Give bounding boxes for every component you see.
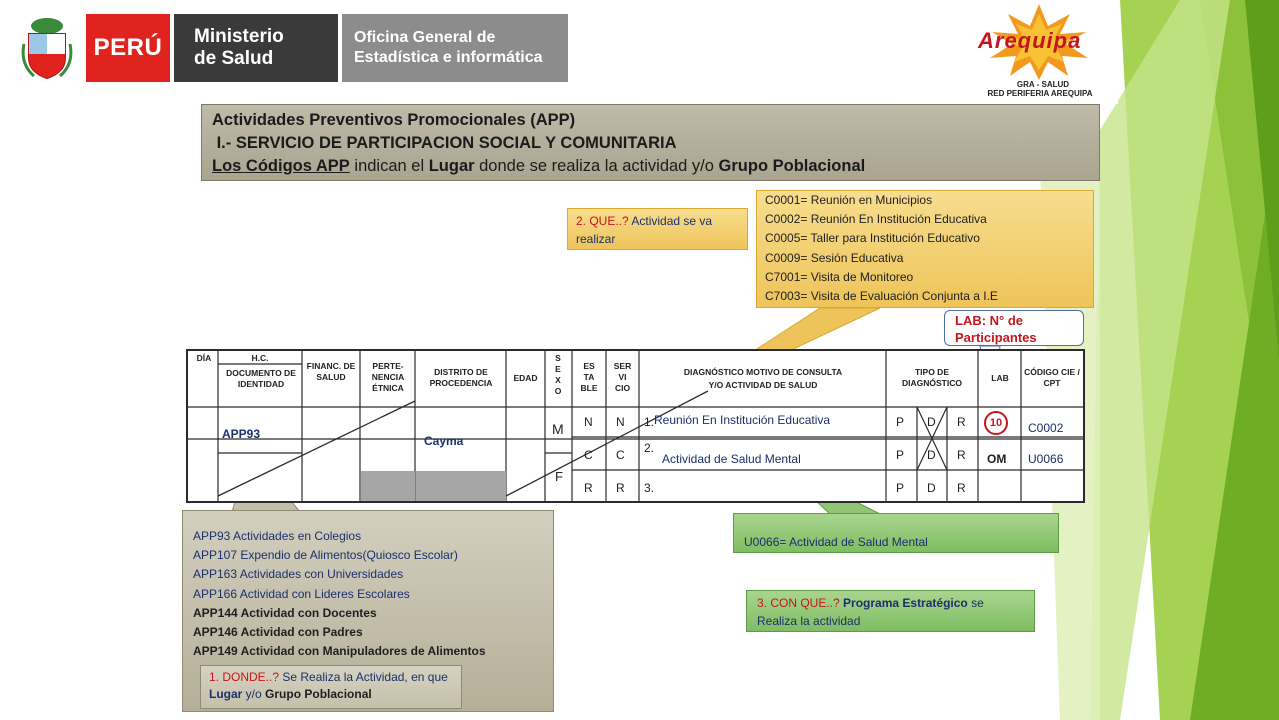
header-diagnostico-line2: Y/O ACTIVIDAD DE SALUD xyxy=(708,380,818,390)
activity-code-item: C0005= Taller para Institución Educativo xyxy=(765,231,980,246)
title-codes-app: Los Códigos APP xyxy=(212,157,350,175)
header-lab: LAB xyxy=(991,373,1009,383)
row3-serv: R xyxy=(616,481,625,495)
app-code-item: APP163 Actividades con Universidades xyxy=(193,567,404,582)
callout-conque-programa: Programa Estratégico xyxy=(843,596,968,610)
header-edad: EDAD xyxy=(513,373,538,383)
callout-u0066-text: U0066= Actividad de Salud Mental xyxy=(744,535,928,549)
callout-donde-label: 1. DONDE..? xyxy=(209,670,280,684)
header-codigo: CÓDIGO CIE / CPT xyxy=(1024,367,1080,388)
sexo-m: M xyxy=(552,421,564,437)
callout-conque-label: 3. CON QUE..? xyxy=(757,596,840,610)
row2-num: 2. xyxy=(644,441,655,455)
row3-d: D xyxy=(927,481,936,495)
row2-serv: C xyxy=(616,448,625,462)
peru-label: PERÚ xyxy=(93,34,163,61)
title-line2-text: I.- SERVICIO DE PARTICIPACION SOCIAL Y COMUNITARIA xyxy=(216,134,677,152)
row2-d: D xyxy=(927,448,936,462)
app-code-item: APP107 Expendio de Alimentos(Quiosco Escolar) xyxy=(193,548,458,563)
row2-activity: Actividad de Salud Mental xyxy=(662,452,801,466)
activity-code-item: C0001= Reunión en Municipios xyxy=(765,193,933,207)
row1-r: R xyxy=(957,415,966,429)
title-line1: Actividades Preventivos Promocionales (APP) xyxy=(212,111,576,129)
oficina-line1: Oficina General de xyxy=(354,29,496,46)
activity-code-item: C0009= Sesión Educativa xyxy=(765,250,904,265)
row1-num: 1. xyxy=(644,415,655,429)
gra-line1: GRA - SALUD xyxy=(1016,80,1070,89)
activity-code-item: C0002= Reunión En Institución Educativa xyxy=(765,212,987,227)
row2-lab: OM xyxy=(987,452,1007,466)
row1-p: P xyxy=(896,415,905,429)
header-distrito: DISTRITO DE PROCEDENCIA xyxy=(429,367,493,388)
row3-p: P xyxy=(896,481,905,495)
callout-donde-grupo: Grupo Poblacional xyxy=(265,687,372,701)
title-grupo: Grupo Poblacional xyxy=(718,157,866,175)
distrito-value: Cayma xyxy=(424,434,464,448)
activity-code-item: C7003= Visita de Evaluación Conjunta a I.E xyxy=(765,289,998,304)
header-establ: ES TA BLE xyxy=(580,361,598,393)
title-text-b: donde se realiza la actividad y/o xyxy=(474,157,719,175)
header-hc: H.C. xyxy=(251,353,269,363)
callout-donde-text3: y/o xyxy=(242,687,266,701)
callout-activity-codes xyxy=(756,190,1094,308)
row3-estab: R xyxy=(584,481,593,495)
callout-lab-line2: Participantes xyxy=(955,330,1037,345)
callout-lab xyxy=(944,310,1084,346)
row1-activity: Reunión En Institución Educativa xyxy=(654,413,831,427)
row1-serv: N xyxy=(616,415,625,429)
title-text-a: indican el xyxy=(349,157,429,175)
header-servicio: SER VI CIO xyxy=(613,361,632,393)
app-code-item-bold: APP144 Actividad con Docentes xyxy=(193,605,377,620)
app-code-item: APP93 Actividades en Colegios xyxy=(193,529,362,543)
gra-line2: RED PERIFERIA AREQUIPA xyxy=(987,89,1093,98)
ministerio-line1: Ministerio xyxy=(194,26,284,47)
header-sexo: S E X O xyxy=(554,353,562,396)
row3-r: R xyxy=(957,481,966,495)
gra-logo-word: Arequipa xyxy=(978,28,1082,53)
header-diagnostico-line1: DIAGNÓSTICO MOTIVO DE CONSULTA xyxy=(683,367,843,377)
row1-lab: 10 xyxy=(984,411,1008,435)
row2-p: P xyxy=(896,448,905,462)
callout-con-que xyxy=(746,590,1035,632)
callout-conque-text3: se Realiza la actividad xyxy=(757,596,984,628)
row2-estab: C xyxy=(584,448,593,462)
callout-donde-lugar: Lugar xyxy=(209,687,243,701)
row2-r: R xyxy=(957,448,966,462)
callout-donde xyxy=(200,665,462,709)
his-form-table xyxy=(186,349,1085,503)
activity-code-item: C7001= Visita de Monitoreo xyxy=(765,269,914,284)
oficina-line2: Estadística e informática xyxy=(354,49,543,66)
row2-code: U0066 xyxy=(1028,452,1064,466)
header-tipo-dx: TIPO DE DIAGNÓSTICO xyxy=(902,367,962,388)
row1-code: C0002 xyxy=(1028,421,1064,435)
callout-u0066 xyxy=(733,513,1059,553)
callout-que-label: 2. QUE..? xyxy=(576,214,629,228)
app-code-value: APP93 xyxy=(222,427,261,441)
row1-d: D xyxy=(927,415,936,429)
header-documento: DOCUMENTO DE IDENTIDAD xyxy=(226,368,296,389)
ministerio-line2: de Salud xyxy=(194,48,274,69)
callout-que-text: Actividad se va realizar xyxy=(576,214,713,246)
header-pertenencia: PERTE- NENCIA ÉTNICA xyxy=(371,361,405,393)
row1-estab: N xyxy=(584,415,593,429)
sexo-f: F xyxy=(555,469,563,484)
app-code-item-bold: APP146 Actividad con Padres xyxy=(193,625,363,640)
callout-lab-line1: LAB: N° de xyxy=(955,313,1024,328)
header-financ: FINANC. DE SALUD xyxy=(306,361,356,382)
title-lugar: Lugar xyxy=(428,157,475,175)
app-code-item-bold: APP149 Actividad con Manipuladores de Alimentos xyxy=(193,644,486,659)
callout-que xyxy=(567,208,748,250)
row3-num: 3. xyxy=(644,481,655,495)
app-code-item: APP166 Actividad con Lideres Escolares xyxy=(193,586,410,601)
callout-donde-text1: Se Realiza la Actividad, en que xyxy=(279,670,448,684)
header-dia: DÍA xyxy=(196,353,212,363)
